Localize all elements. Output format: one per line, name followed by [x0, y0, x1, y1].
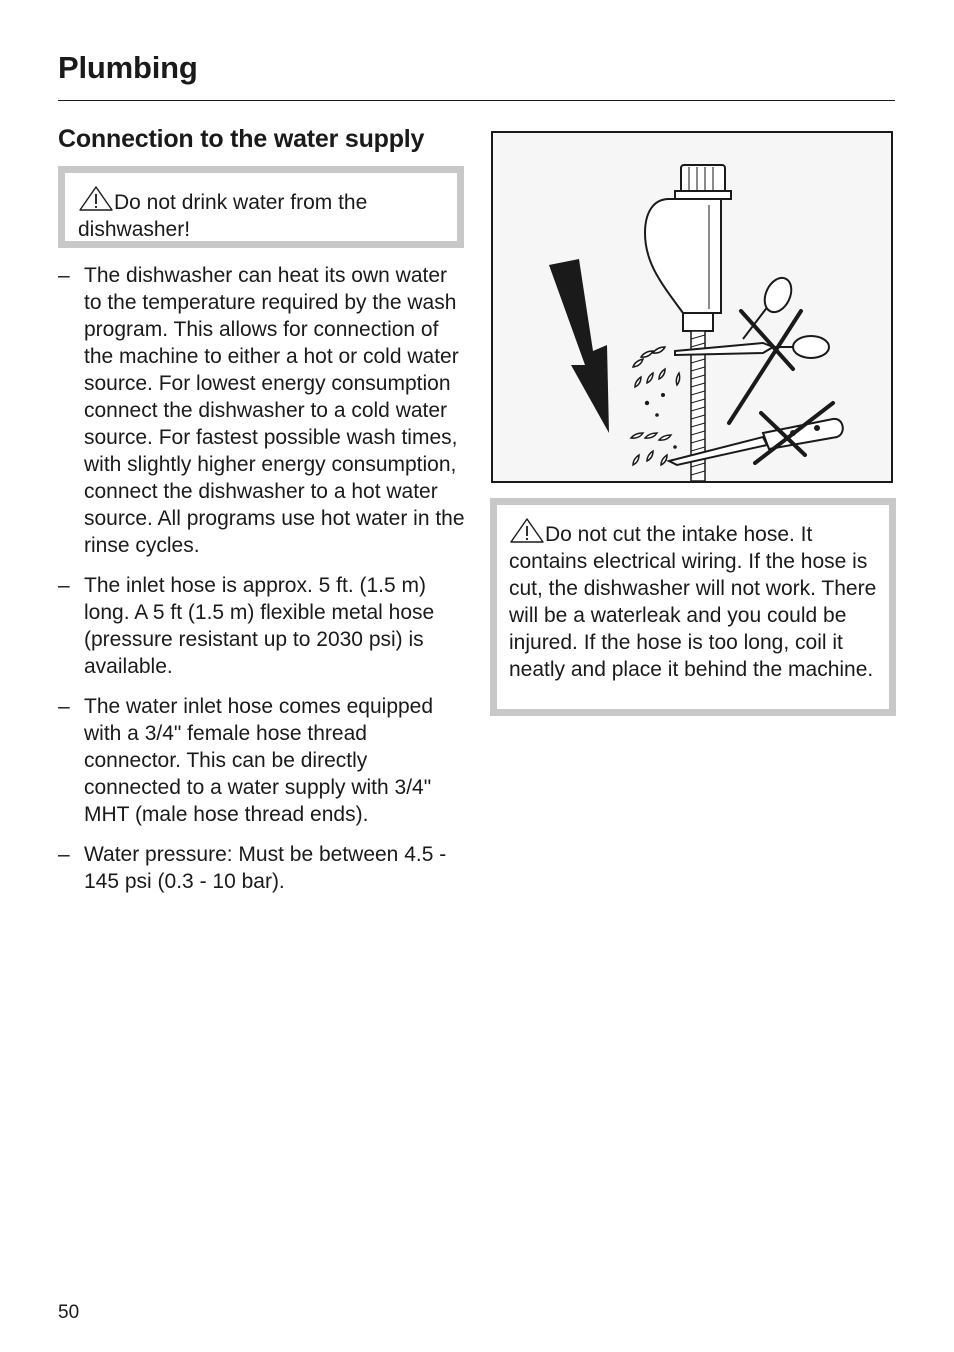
- list-item-text: Water pressure: Must be between 4.5 - 145 psi (0.3 - 10 bar).: [84, 843, 447, 893]
- lightning-bolt-icon: [549, 259, 609, 433]
- drinking-water-warning: [58, 166, 464, 248]
- list-item: [58, 572, 468, 680]
- requirements-list: [58, 262, 468, 908]
- title-divider: [58, 100, 895, 101]
- warning-triangle-icon: [78, 185, 114, 212]
- page-number: 50: [58, 1302, 80, 1323]
- list-dash: –: [58, 695, 70, 718]
- section-title: Connection to the water supply: [58, 125, 425, 153]
- list-item: [58, 693, 468, 828]
- valve-body: [645, 199, 721, 313]
- page-title: Plumbing: [58, 50, 198, 85]
- water-spray-icon: [631, 347, 680, 465]
- valve-cap: [675, 165, 731, 199]
- hose-cutting-illustration: [491, 131, 893, 483]
- list-dash: –: [58, 574, 70, 597]
- intake-hose-warning: [490, 498, 896, 716]
- list-dash: –: [58, 843, 70, 866]
- list-item: [58, 262, 468, 559]
- drinking-water-warning-text: Do not drink water from the dishwasher!: [78, 191, 368, 241]
- list-item-text: The dishwasher can heat its own water to the temperature required by the wash program. This allows for connection of the machine to either a hot or cold water source. For lowest energy consumption connect the dishwasher to a cold water source. For fastest possible wash times, with slightly higher energy consumption, connect the dishwasher to a hot water source. All programs use hot water in the rinse cycles.: [84, 264, 465, 557]
- list-item-text: The water inlet hose comes equipped with a 3/4" female hose thread connector. This can be directly connected to a water supply with 3/4" MHT (male hose thread ends).: [84, 695, 434, 826]
- warning-triangle-icon: [509, 517, 545, 544]
- list-item-text: The inlet hose is approx. 5 ft. (1.5 m) long. A 5 ft (1.5 m) flexible metal hose (pressure resistant up to 2030 psi) is available.: [84, 574, 435, 678]
- intake-hose-warning-text: Do not cut the intake hose. It contains electrical wiring. If the hose is cut, the dishwasher will not work. There will be a waterleak and you could be injured. If the hose is too long, coil it neatly and place it behind the machine.: [509, 523, 877, 681]
- list-dash: –: [58, 264, 70, 287]
- list-item: [58, 841, 468, 895]
- hose-illustration-svg: [493, 133, 891, 481]
